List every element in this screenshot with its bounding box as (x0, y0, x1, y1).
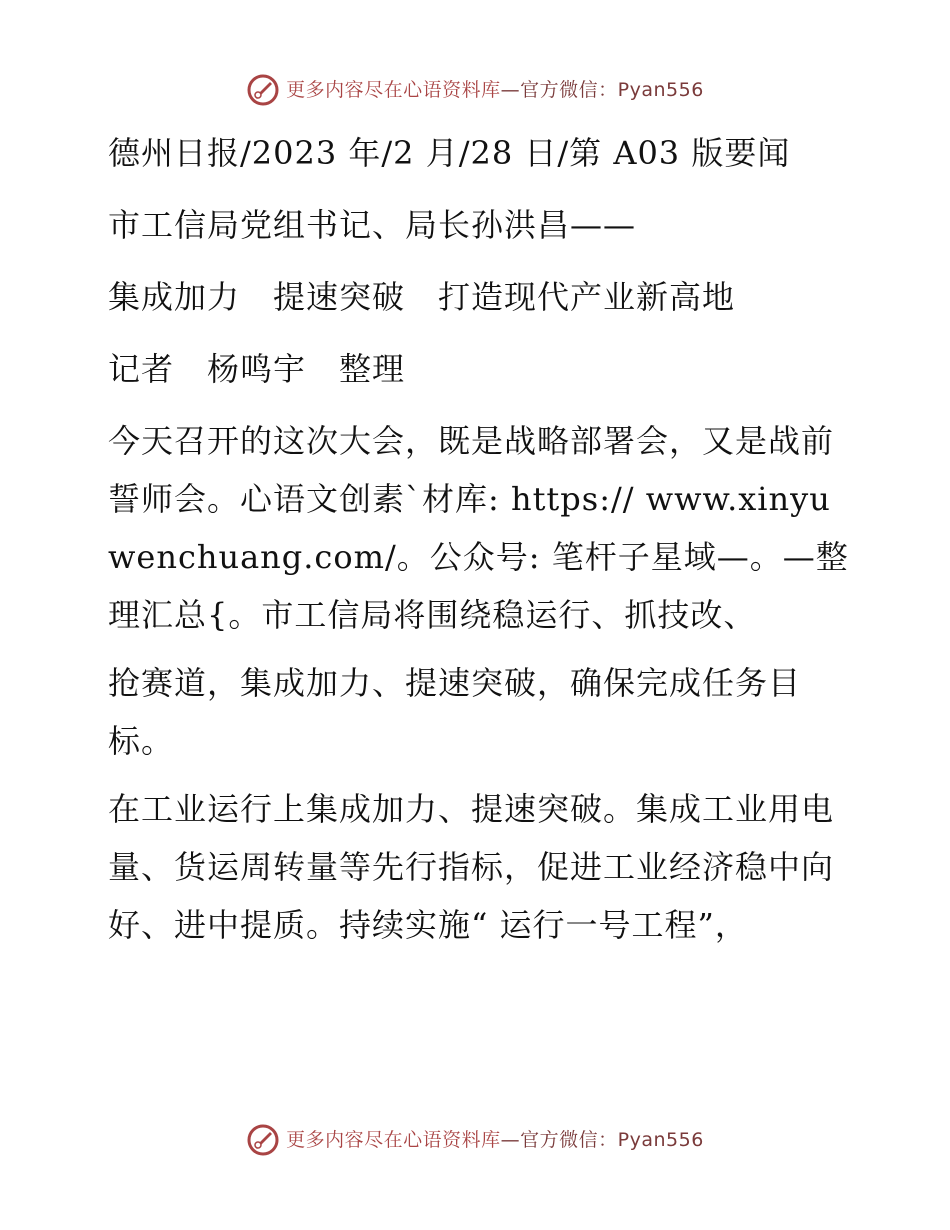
footer-watermark-main: 更多内容尽在心语资料库 (286, 1128, 501, 1151)
header-watermark-text (286, 78, 704, 101)
byline: 记者 杨鸣宇 整理 (108, 350, 406, 388)
article-body (98, 124, 858, 968)
speaker-line: 市工信局党组书记、局长孙洪昌—— (108, 206, 637, 244)
header-watermark-contact: —官方微信：Pyan556 (500, 78, 704, 101)
paragraph-1: 今天召开的这次大会，既是战略部署会，又是战前誓师会。心语文创素`材库: https:// www.xinyuwenchuang.com/。公众号: 笔杆子星域—。—整理汇总{。市工信局将围绕稳运行、抓技改、 (108, 422, 849, 634)
header-watermark-main: 更多内容尽在心语资料库 (286, 78, 501, 101)
footer-watermark-banner (0, 1120, 950, 1160)
source-line: 德州日报/2023 年/2 月/28 日/第 A03 版要闻 (108, 134, 791, 172)
footer-watermark-text (286, 1128, 704, 1151)
quill-logo-icon (246, 73, 280, 107)
paragraph-2: 抢赛道，集成加力、提速突破，确保完成任务目标。 (108, 664, 802, 760)
paragraph-3: 在工业运行上集成加力、提速突破。集成工业用电量、货运周转量等先行指标，促进工业经济稳中向好、进中提质。持续实施“ 运行一号工程”， (108, 790, 835, 944)
quill-logo-icon (246, 1123, 280, 1157)
footer-watermark-contact: —官方微信：Pyan556 (500, 1128, 704, 1151)
headline: 集成加力 提速突破 打造现代产业新高地 (108, 278, 736, 316)
header-watermark-banner (0, 70, 950, 110)
